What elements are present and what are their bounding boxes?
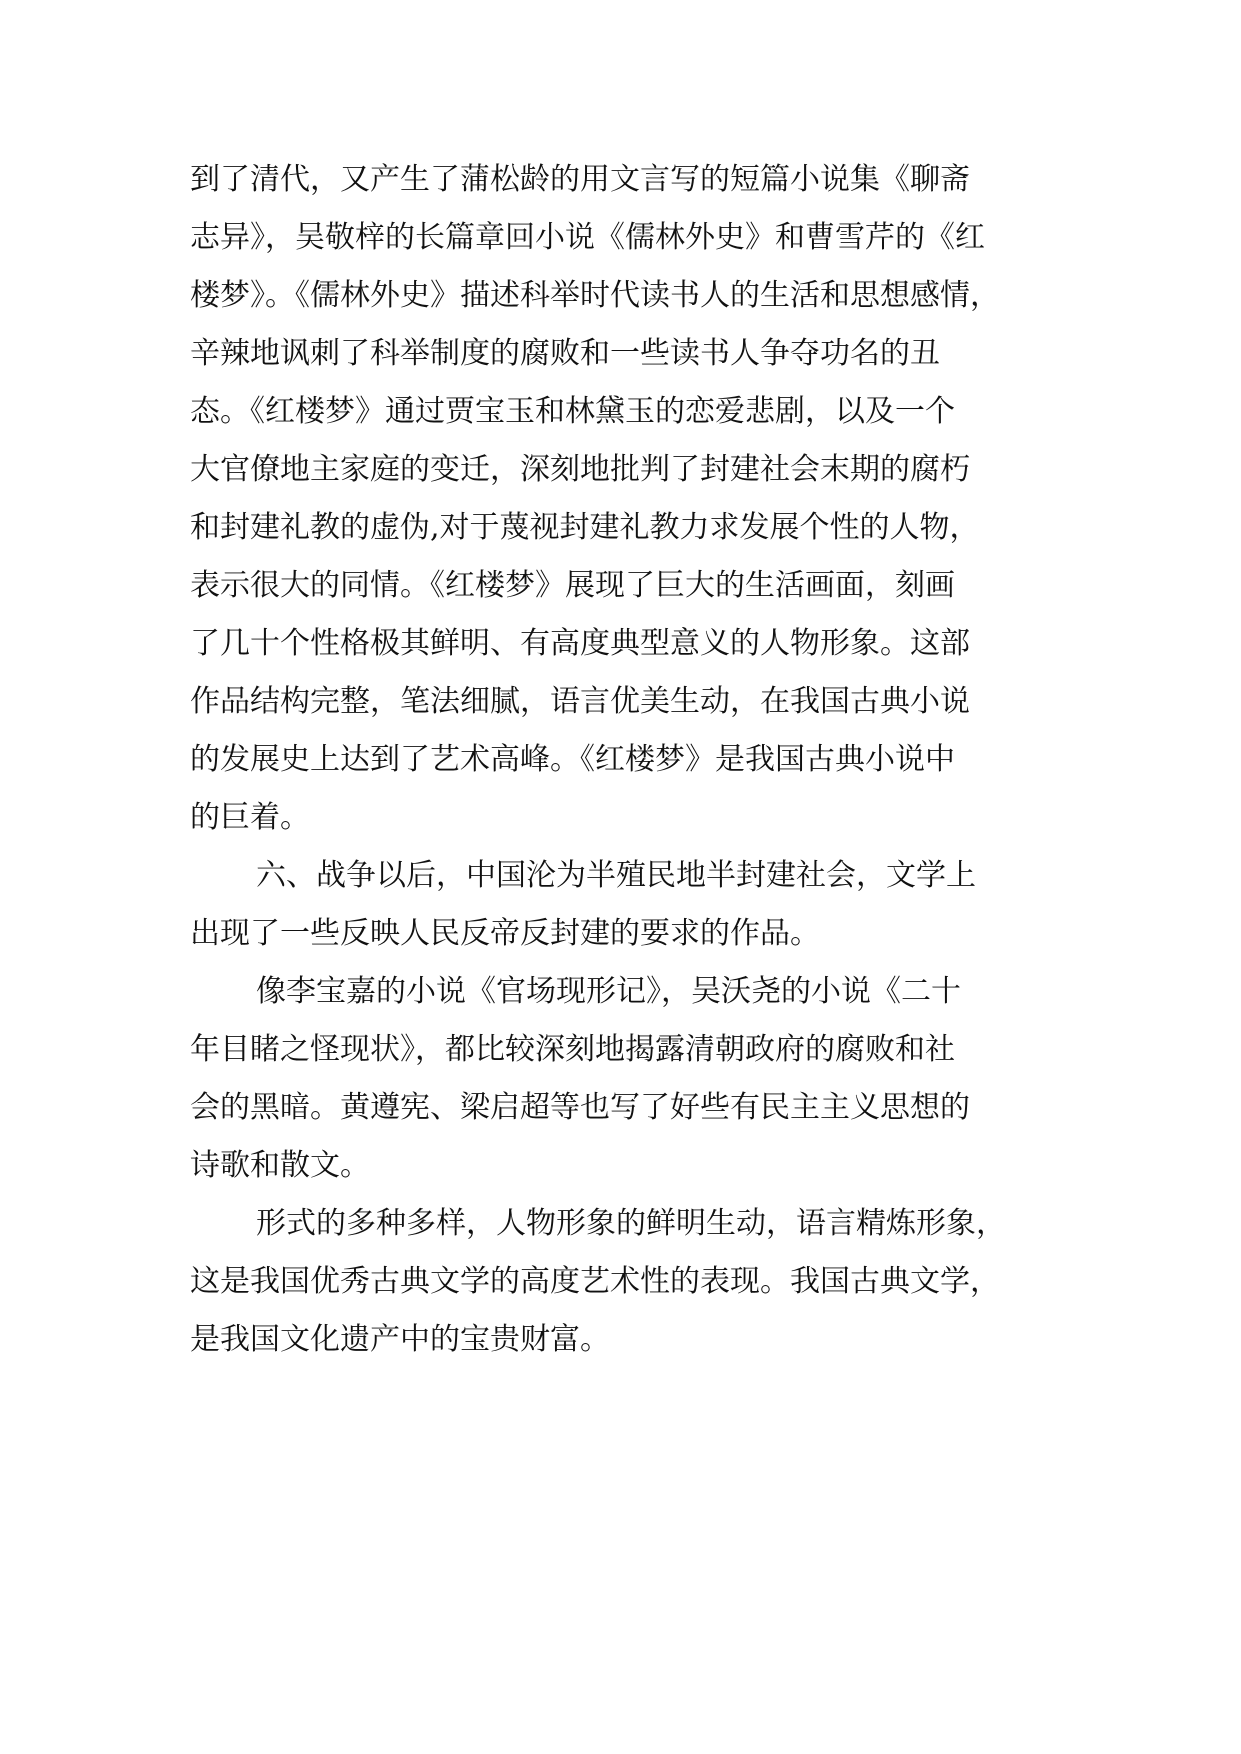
text-line: 了几十个性格极其鲜明、有高度典型意义的人物形象。这部	[190, 626, 970, 661]
text-line: 态。《红楼梦》通过贾宝玉和林黛玉的恋爱悲剧，以及一个	[190, 394, 955, 429]
text-line: 像李宝嘉的小说《官场现形记》，吴沃尧的小说《二十	[256, 974, 961, 1009]
text-line: 的巨着。	[190, 800, 310, 835]
text-line: 的发展史上达到了艺术高峰。《红楼梦》是我国古典小说中	[190, 742, 955, 777]
text-line: 和封建礼教的虚伪,对于蔑视封建礼教力求发展个性的人物，	[190, 510, 980, 545]
text-line: 辛辣地讽刺了科举制度的腐败和一些读书人争夺功名的丑	[190, 336, 940, 371]
text-line: 大官僚地主家庭的变迁，深刻地批判了封建社会末期的腐朽	[190, 452, 970, 487]
text-line: 六、战争以后，中国沦为半殖民地半封建社会，文学上	[256, 858, 976, 893]
text-line: 是我国文化遗产中的宝贵财富。	[190, 1322, 610, 1357]
text-line: 诗歌和散文。	[190, 1148, 370, 1183]
text-line: 到了清代，又产生了蒲松龄的用文言写的短篇小说集《聊斋	[190, 162, 970, 197]
text-line: 志异》，吴敬梓的长篇章回小说《儒林外史》和曹雪芹的《红	[190, 220, 985, 255]
text-line: 出现了一些反映人民反帝反封建的要求的作品。	[190, 916, 820, 951]
text-line: 年目睹之怪现状》，都比较深刻地揭露清朝政府的腐败和社	[190, 1032, 955, 1067]
text-line: 表示很大的同情。《红楼梦》展现了巨大的生活画面，刻画	[190, 568, 955, 603]
text-line: 会的黑暗。黄遵宪、梁启超等也写了好些有民主主义思想的	[190, 1090, 970, 1125]
text-line: 这是我国优秀古典文学的高度艺术性的表现。我国古典文学，	[190, 1264, 1000, 1299]
text-line: 形式的多种多样，人物形象的鲜明生动，语言精炼形象，	[256, 1206, 1006, 1241]
text-line: 作品结构完整，笔法细腻，语言优美生动，在我国古典小说	[190, 684, 970, 719]
text-line: 楼梦》。《儒林外史》描述科举时代读书人的生活和思想感情，	[190, 278, 1000, 313]
